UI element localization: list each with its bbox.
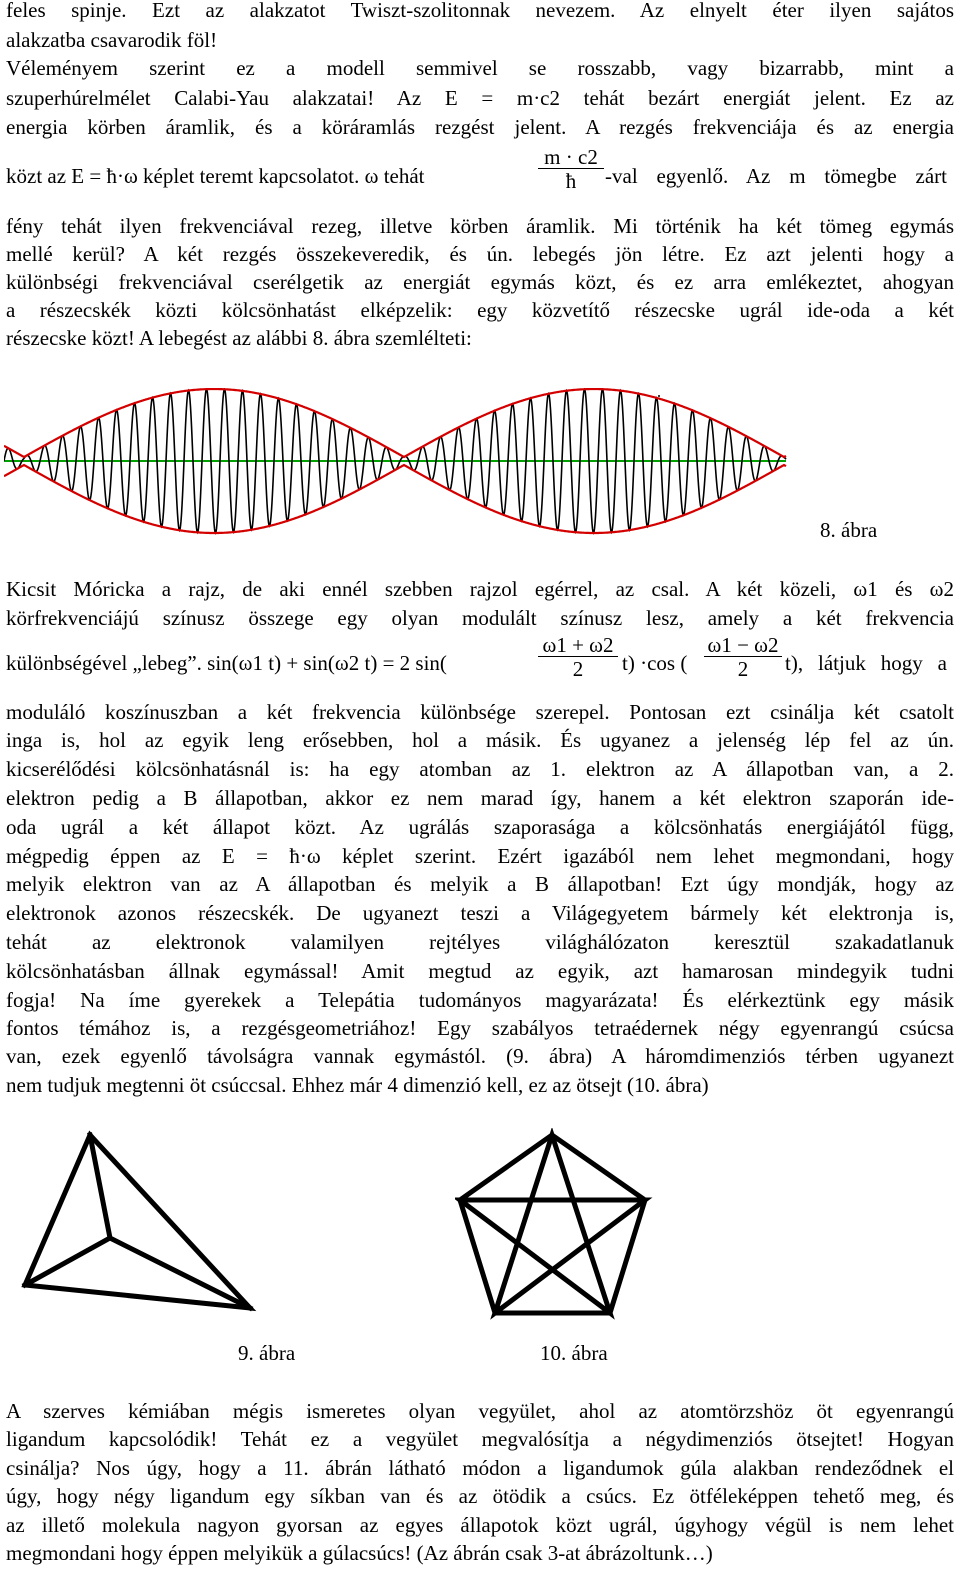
text-line: van, ezek egyenlő távolságra vannak egymástól. (9. ábra) A háromdimenziós térben ugyanezt [6, 1044, 954, 1068]
text-line: az illető molekula nagyon gyorsan az egyes állapotok közt ugrál, úgyhogy végül is nem lehet [6, 1513, 954, 1537]
text-line: moduláló koszínuszban a két frekvencia különbsége szerepel. Pontosan ezt csinálja két csatolt [6, 700, 954, 724]
fraction-numerator: m · c2 [544, 145, 598, 169]
text-line: különbségével „lebeg”. sin(ω1 t) + sin(ω2 t) = 2 sin( [6, 651, 447, 675]
figure-10-caption: 10. ábra [540, 1341, 608, 1365]
tetrahedron-figure [20, 1130, 260, 1330]
fraction-denominator: 2 [572, 657, 584, 681]
text-line: csinálja? Nos úgy, hogy a 11. ábrán látható módon a ligandumok gúla alakban rendeződnek el [6, 1456, 954, 1480]
tetrahedron-outline [25, 1135, 250, 1308]
text-line: részecske közt! A lebegést az alábbi 8. ábra szemlélteti: [6, 326, 472, 350]
text-line: fény tehát ilyen frekvenciával rezeg, illetve körben áramlik. Mi történik ha két tömeg egymás [6, 214, 954, 238]
text-line: t) ·cos ( [622, 651, 688, 675]
text-line: ligandum kapcsolódik! Tehát ez a vegyület megvalósítja a négydimenziós ötsejtet! Hogyan [6, 1427, 954, 1451]
fraction-mc2-over-hbar [538, 146, 604, 193]
tetrahedron-inner-edges [25, 1135, 250, 1308]
text-line: nem tudjuk megtenni öt csúccsal. Ehhez már 4 dimenzió kell, ez az ötsejt (10. ábra) [6, 1073, 709, 1097]
envelope-upper [4, 389, 786, 457]
stray-dot [658, 395, 660, 397]
text-line: közt az E = ħ·ω képlet teremt kapcsolatot. ω tehát [6, 164, 425, 188]
fraction-denominator: ħ [565, 169, 577, 193]
text-line: a részecskék közti kölcsönhatást elképzelik: egy közvetítő részecske ugrál ide-oda a két [6, 298, 954, 322]
text-line: fogja! Na íme gyerekek a Telepátia tudományos magyarázata! És elérkeztünk egy másik [6, 988, 954, 1012]
five-cell-figure [455, 1128, 655, 1328]
text-line: kölcsönhatásban állnak egymással! Amit megtud az egyik, azt hamarosan mindegyik tudni [6, 959, 954, 983]
text-line: Véleményem szerint ez a modell semmivel se rosszabb, vagy bizarrabb, mint a [6, 56, 954, 80]
text-line: alakzatba csavarodik föl! [6, 28, 218, 52]
fraction-sum-half [538, 634, 618, 681]
fraction-denominator: 2 [737, 657, 749, 681]
text-line: szuperhúrelmélet Calabi-Yau alakzatai! Az E = m·c2 tehát bezárt energiát jelent. Ez az [6, 86, 954, 110]
figure-8-caption: 8. ábra [820, 518, 878, 542]
text-line: körfrekvenciájú színusz összege egy olyan modulált színusz lesz, amely a két frekvencia [6, 606, 954, 630]
text-line: oda ugrál a két állapot közt. Az ugrálás szaporasága a kölcsönhatás energiájától függ, [6, 815, 954, 839]
text-line: tehát az elektronok valamilyen rejtélyes világhálózaton keresztül szakadatlanuk [6, 930, 954, 954]
text-line: feles spinje. Ezt az alakzatot Twiszt-szolitonnak nevezem. Az elnyelt éter ilyen sajátos [6, 0, 954, 22]
text-line: megmondani hogy éppen melyikük a gúlacsúcs! (Az ábrán csak 3-at ábrázoltunk…) [6, 1541, 713, 1565]
text-line: melyik elektron van az A állapotban és melyik a B állapotban! Ezt úgy mondják, hogy az [6, 872, 954, 896]
beat-wave-figure [4, 388, 794, 538]
figure-9-caption: 9. ábra [238, 1341, 296, 1365]
fraction-numerator: ω1 + ω2 [542, 633, 614, 657]
text-line: t), látjuk hogy a [785, 651, 947, 675]
text-line: -val egyenlő. Az m tömegbe zárt [605, 164, 947, 188]
fraction-numerator: ω1 − ω2 [707, 633, 779, 657]
text-line: elektronok azonos részecskék. De ugyanezt teszi a Világegyetem bármely két elektronja is, [6, 901, 954, 925]
text-line: inga is, hol az egyik leng erősebben, hol a másik. És ugyanez a jelenség lép fel az ún. [6, 728, 954, 752]
text-line: elektron pedig a B állapotban, akkor ez nem marad így, hanem a két elektron szaporán ide- [6, 786, 954, 810]
text-line: különbségi frekvenciával cserélgetik az energiát egymás közt, és ez arra emlékeztet, ahogyan [6, 270, 954, 294]
text-line: A szerves kémiában mégis ismeretes olyan vegyület, ahol az atomtörzshöz öt egyenrangú [6, 1399, 954, 1423]
text-line: mellé kerül? A két rezgés összekeveredik, és ún. lebegés jön létre. Ez azt jelenti hogy a [6, 242, 954, 266]
text-line: mégpedig éppen az E = ħ·ω képlet szerint. Ezért igazából nem lehet megmondani, hogy [6, 844, 954, 868]
text-line: energia körben áramlik, és a köráramlás rezgést jelent. A rezgés frekvenciája és az energia [6, 115, 954, 139]
text-line: fontos témához is, a rezgésgeometriához! Egy szabályos tetraédernek négy egyenrangú csúcsa [6, 1016, 954, 1040]
fraction-diff-half [704, 634, 782, 681]
text-line: Kicsit Móricka a rajz, de aki ennél szebben rajzol egérrel, az csal. A két közeli, ω1 és ω2 [6, 577, 954, 601]
text-line: úgy, hogy négy ligandum egy síkban van és az ötödik a csúcs. Ez ötféleképpen tehető meg, és [6, 1484, 954, 1508]
text-line: kicserélődési kölcsönhatásnál is: ha egy atomban az 1. elektron az A állapotban van, a 2. [6, 757, 954, 781]
